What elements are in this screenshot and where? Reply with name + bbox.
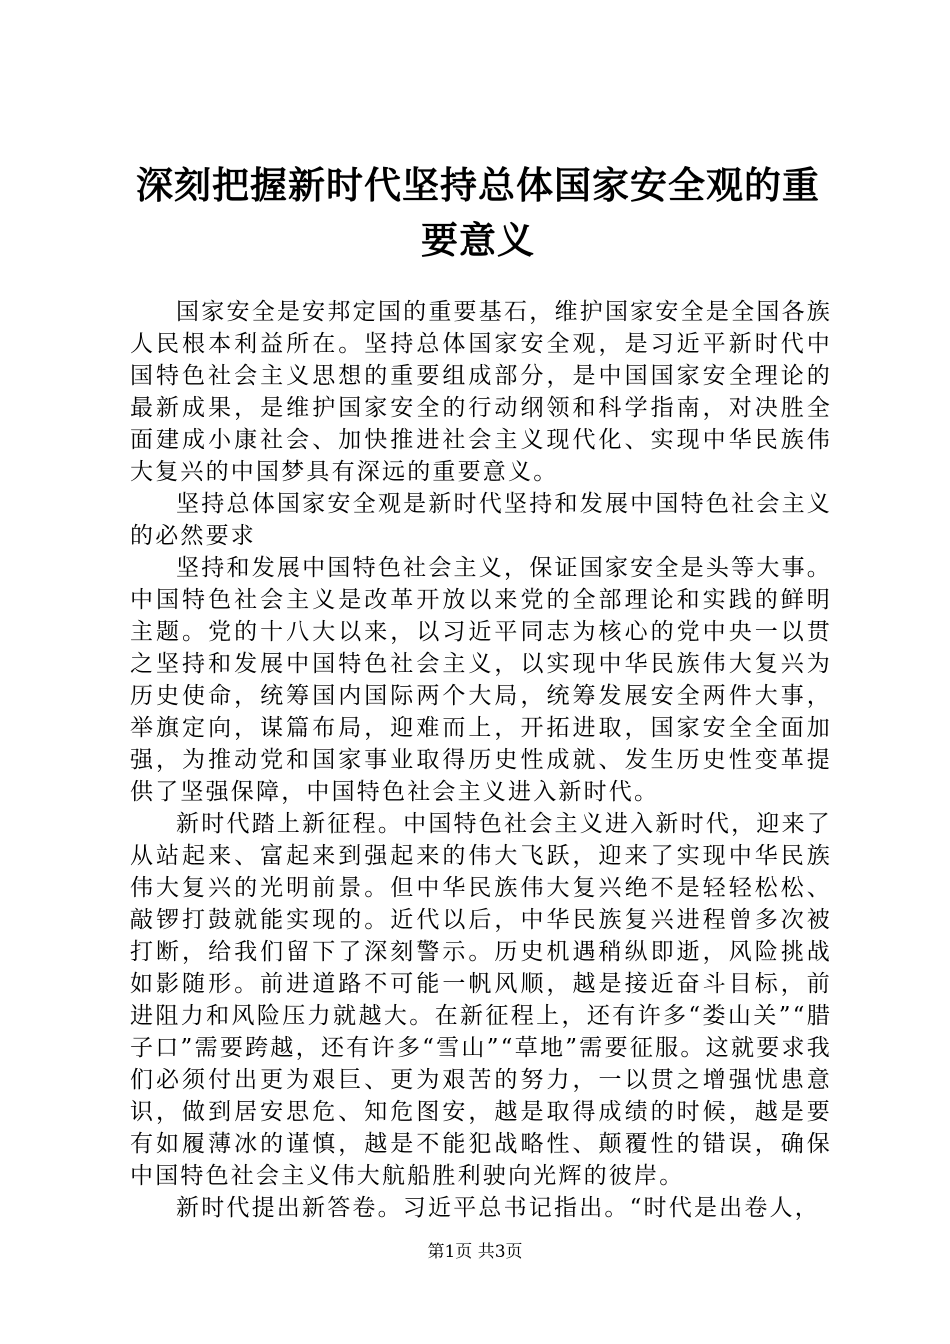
paragraph-section-heading: 坚持总体国家安全观是新时代坚持和发展中国特色社会主义的必然要求 (130, 491, 832, 549)
paragraph-new-exam: 新时代提出新答卷。习近平总书记指出。“时代是出卷人， (176, 1195, 820, 1221)
document-body (130, 296, 832, 1224)
document-title: 深刻把握新时代坚持总体国家安全观的重要意义 (136, 163, 820, 262)
paragraph-new-journey: 新时代踏上新征程。中国特色社会主义进入新时代，迎来了从站起来、富起来到强起来的伟大飞跃，迎来了实现中华民族伟大复兴的光明前景。但中华民族伟大复兴绝不是轻轻松松、敲锣打鼓就能实现的。近代以后，中华民族复兴进程曾多次被打断，给我们留下了深刻警示。历史机遇稍纵即逝，风险挑战如影随形。前进道路不可能一帆风顺，越是接近奋斗目标，前进阻力和风险压力就越大。在新征程上，还有许多“娄山关”“腊子口”需要跨越，还有许多“雪山”“草地”需要征服。这就要求我们必须付出更为艰巨、更为艰苦的努力，一以贯之增强忧患意识，做到居安思危、知危图安，越是取得成绩的时候，越是要有如履薄冰的谨慎，越是不能犯战略性、颠覆性的错误，确保中国特色社会主义伟大航船胜利驶向光辉的彼岸。 (130, 811, 832, 1189)
paragraph-socialism: 坚持和发展中国特色社会主义，保证国家安全是头等大事。中国特色社会主义是改革开放以来党的全部理论和实践的鲜明主题。党的十八大以来，以习近平同志为核心的党中央一以贯之坚持和发展中国特色社会主义，以实现中华民族伟大复兴为历史使命，统筹国内国际两个大局，统筹发展安全两件大事，举旗定向，谋篇布局，迎难而上，开拓进取，国家安全全面加强，为推动党和国家事业取得历史性成就、发生历史性变革提供了坚强保障，中国特色社会主义进入新时代。 (130, 555, 832, 805)
paragraph-intro: 国家安全是安邦定国的重要基石，维护国家安全是全国各族人民根本利益所在。坚持总体国家安全观，是习近平新时代中国特色社会主义思想的重要组成部分，是中国国家安全理论的最新成果，是维护国家安全的行动纲领和科学指南，对决胜全面建成小康社会、加快推进社会主义现代化、实现中华民族伟大复兴的中国梦具有深远的重要意义。 (130, 299, 832, 485)
page-number-footer: 第1页 共3页 (427, 1242, 523, 1262)
